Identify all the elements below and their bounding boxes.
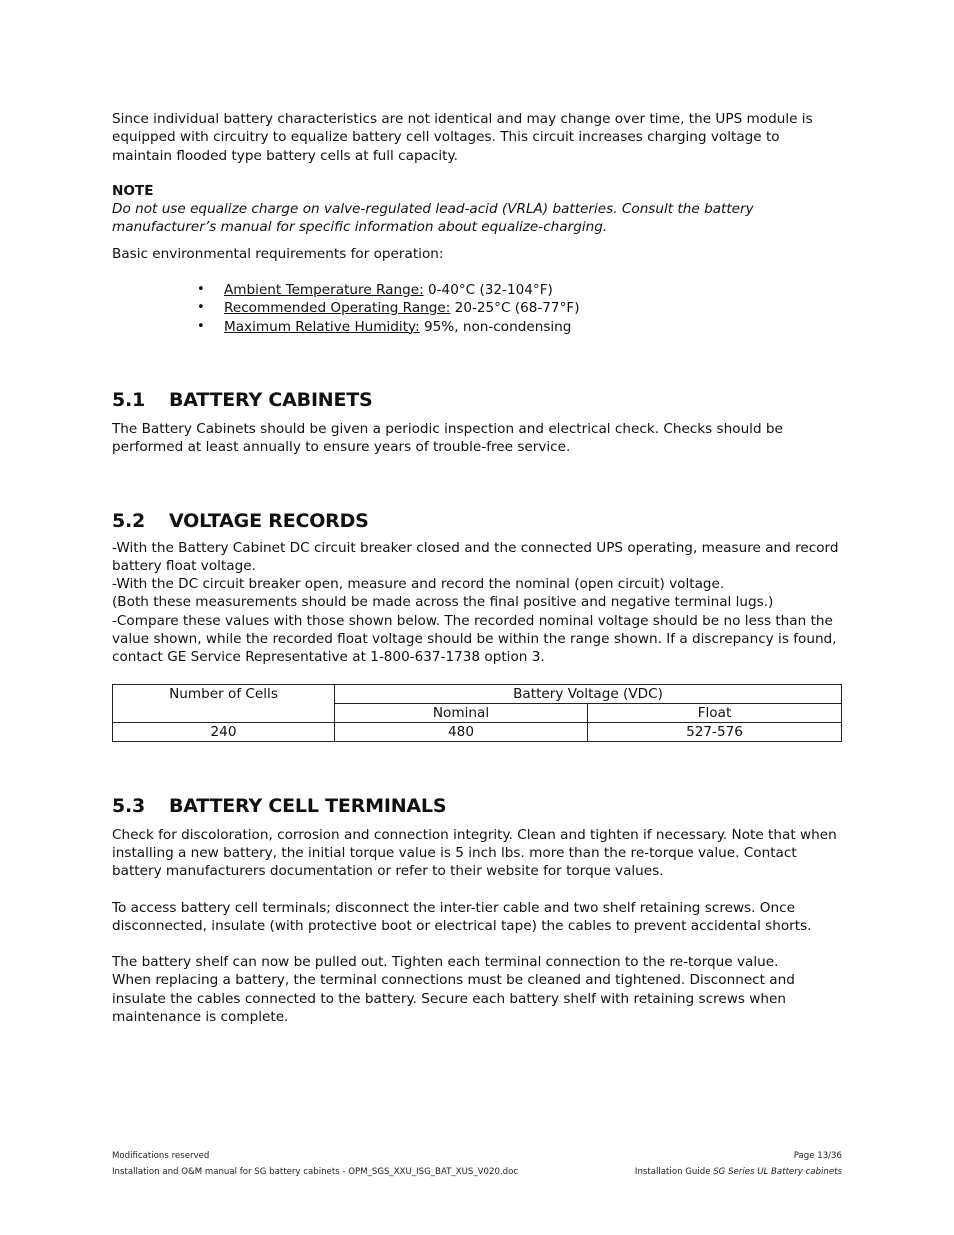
section-title: BATTERY CELL TERMINALS [169,794,447,817]
environment-list [112,281,843,336]
section-heading-battery-cell-terminals [112,794,843,818]
terminals-paragraph-3b: When replacing a battery, the terminal connections must be cleaned and tightened. Disconnect and insulate the cables connected to the battery. Secure each battery shelf with retaining screws when maintenance is complete. [112,972,795,1026]
note-heading: NOTE [112,182,154,199]
list-item-label: Ambient Temperature Range: [224,281,424,298]
terminals-paragraph-3a: The battery shelf can now be pulled out. Tighten each terminal connection to the re-torque value. [112,954,779,971]
section-number: 5.3 [112,794,146,817]
voltage-line: -With the DC circuit breaker open, measure and record the nominal (open circuit) voltage. [112,576,725,593]
voltage-line: (Both these measurements should be made across the final positive and negative terminal lugs.) [112,594,774,611]
list-item-value: 95%, non-condensing [419,318,572,335]
list-item [224,281,843,299]
list-item-label: Recommended Operating Range: [224,300,451,317]
footer-document-name: Installation and O&M manual for SG battery cabinets - OPM_SGS_XXU_ISG_BAT_XUS_V020.doc [112,1167,519,1177]
table-header-row [113,684,842,703]
list-item-value: 20-25°C (68-77°F) [450,300,580,317]
cell-nominal: 480 [335,722,588,741]
header-nominal: Nominal [335,703,588,722]
battery-cabinets-text: The Battery Cabinets should be given a periodic inspection and electrical check. Checks should be performed at least annually to ensure years of trouble-free service. [112,421,783,456]
footer-guide-series: SG Series UL Battery cabinets [713,1167,842,1177]
section-title: VOLTAGE RECORDS [169,509,369,532]
section-title: BATTERY CABINETS [169,389,373,411]
list-item [224,318,843,336]
environment-intro: Basic environmental requirements for operation: [112,246,444,263]
section-number: 5.1 [112,389,146,411]
voltage-line: -With the Battery Cabinet DC circuit breaker closed and the connected UPS operating, measure and record battery float voltage. [112,539,839,574]
header-float: Float [588,703,842,722]
section-heading-voltage-records [112,509,843,533]
section-heading-battery-cabinets [112,388,843,412]
document-body [112,110,843,1026]
terminals-paragraph-2: To access battery cell terminals; disconnect the inter-tier cable and two shelf retaining screws. Once disconnected, insulate (with protective boot or electrical tape) the cables to prevent accidental shorts. [112,899,812,934]
list-item [224,299,843,317]
list-item-value: 0-40°C (32-104°F) [423,281,553,298]
footer-guide-prefix: Installation Guide [634,1167,714,1177]
cell-number-of-cells: 240 [113,722,335,741]
cell-float: 527-576 [588,722,842,741]
footer-guide-title [635,1167,842,1177]
note-text: Do not use equalize charge on valve-regulated lead-acid (VRLA) batteries. Consult the battery manufacturer’s manual for specific information about equalize-charging. [112,200,754,236]
list-item-label: Maximum Relative Humidity: [224,318,420,335]
header-battery-voltage: Battery Voltage (VDC) [335,684,842,703]
header-number-of-cells: Number of Cells [113,684,335,722]
voltage-line: -Compare these values with those shown below. The recorded nominal voltage should be no less than the value shown, while the recorded float voltage should be within the range shown. If a discrepancy is found, contact GE Service Representative at 1-800-637-1738 option 3. [112,612,837,666]
footer-page-number: Page 13/36 [793,1151,842,1161]
section-number: 5.2 [112,509,146,532]
voltage-table [112,684,842,742]
table-row [113,722,842,741]
intro-paragraph: Since individual battery characteristics are not identical and may change over time, the UPS module is equipped with circuitry to equalize battery cell voltages. This circuit increases charging voltage to maintain flooded type battery cells at full capacity. [112,111,813,164]
terminals-paragraph-1: Check for discoloration, corrosion and connection integrity. Clean and tighten if necessary. Note that when installing a new battery, the initial torque value is 5 inch lbs. more than the re-torque value. Contact battery manufacturers documentation or refer to their website for torque values. [112,826,837,880]
footer-modifications: Modifications reserved [112,1151,210,1161]
